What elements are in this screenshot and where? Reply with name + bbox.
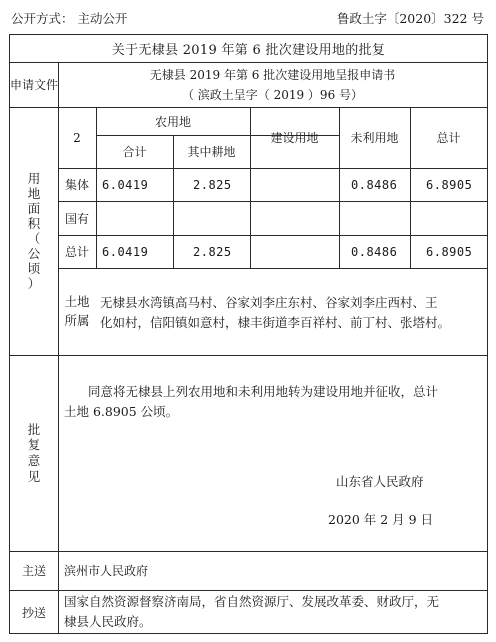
state-sum [410, 201, 487, 235]
collective-construction [250, 168, 339, 201]
state-agri-total [96, 201, 173, 235]
total-agri-total: 6.0419 [102, 244, 149, 259]
main-recipient-label: 主送 [21, 564, 46, 578]
approval-opinion-text: 同意将无棣县上列农用地和未利用地转为建设用地并征收，总计 土地 6.8905 公顷。 [64, 384, 439, 419]
corner-cell: 2 [73, 130, 81, 145]
header-agri-total: 合计 [122, 145, 147, 159]
header-arable: 其中耕地 [187, 145, 236, 159]
land-location-text: 无棣县水湾镇高马村、谷家刘李庄东村、谷家刘李庄西村、王 化如村，信阳镇如意村，棣丰街道李百祥村、前丁村、张塔村。 [100, 295, 451, 330]
rule [58, 268, 487, 269]
collective-unused: 0.8486 [351, 177, 398, 192]
approval-form [9, 34, 488, 634]
row-label-collective: 集体 [64, 178, 89, 192]
rule [10, 590, 487, 591]
rule [10, 355, 487, 356]
land-area-label: 用 地 面 积 （ 公 顷 ） [27, 171, 41, 291]
header-grand-total: 总计 [436, 131, 461, 145]
application-title: 无棣县 2019 年第 6 批次建设用地呈报申请书 [149, 67, 396, 82]
main-recipient-value: 滨州市人民政府 [64, 564, 149, 578]
state-arable [173, 201, 250, 235]
row-label-state-owned: 国有 [64, 211, 89, 226]
header-agricultural-land: 农用地 [154, 114, 191, 129]
disclosure-method: 公开方式： 主动公开 [11, 11, 128, 26]
header-construction-land: 建设用地 [270, 131, 319, 145]
cc-label: 抄送 [21, 605, 46, 620]
state-construction [250, 201, 339, 235]
row-label-total: 总计 [64, 245, 89, 259]
total-arable: 2.825 [193, 244, 232, 259]
land-location-label: 土地 所属 [64, 293, 90, 328]
document-number: 鲁政土字〔2020〕322 号 [336, 11, 484, 26]
header-unused-land: 未利用地 [350, 131, 399, 145]
cc-value: 国家自然资源督察济南局，省自然资源厅、发展改革委、财政厅，无 棣县人民政府。 [64, 594, 440, 629]
total-unused: 0.8486 [351, 244, 398, 259]
document-title: 关于无棣县 2019 年第 6 批次建设用地的批复 [111, 43, 386, 58]
collective-sum: 6.8905 [426, 177, 473, 192]
collective-agri-total: 6.0419 [102, 177, 149, 192]
state-unused [339, 201, 410, 235]
approval-date: 2020 年 2 月 9 日 [328, 512, 434, 527]
rule [10, 62, 487, 63]
approval-opinion-label: 批 复 意 见 [27, 421, 41, 484]
total-construction [250, 235, 339, 268]
signing-authority: 山东省人民政府 [336, 474, 424, 489]
collective-arable: 2.825 [193, 177, 232, 192]
total-sum: 6.8905 [426, 244, 473, 259]
application-reference: （ 滨政土呈字（ 2019 ）96 号） [181, 87, 364, 102]
application-label: 申请文件 [10, 78, 59, 92]
